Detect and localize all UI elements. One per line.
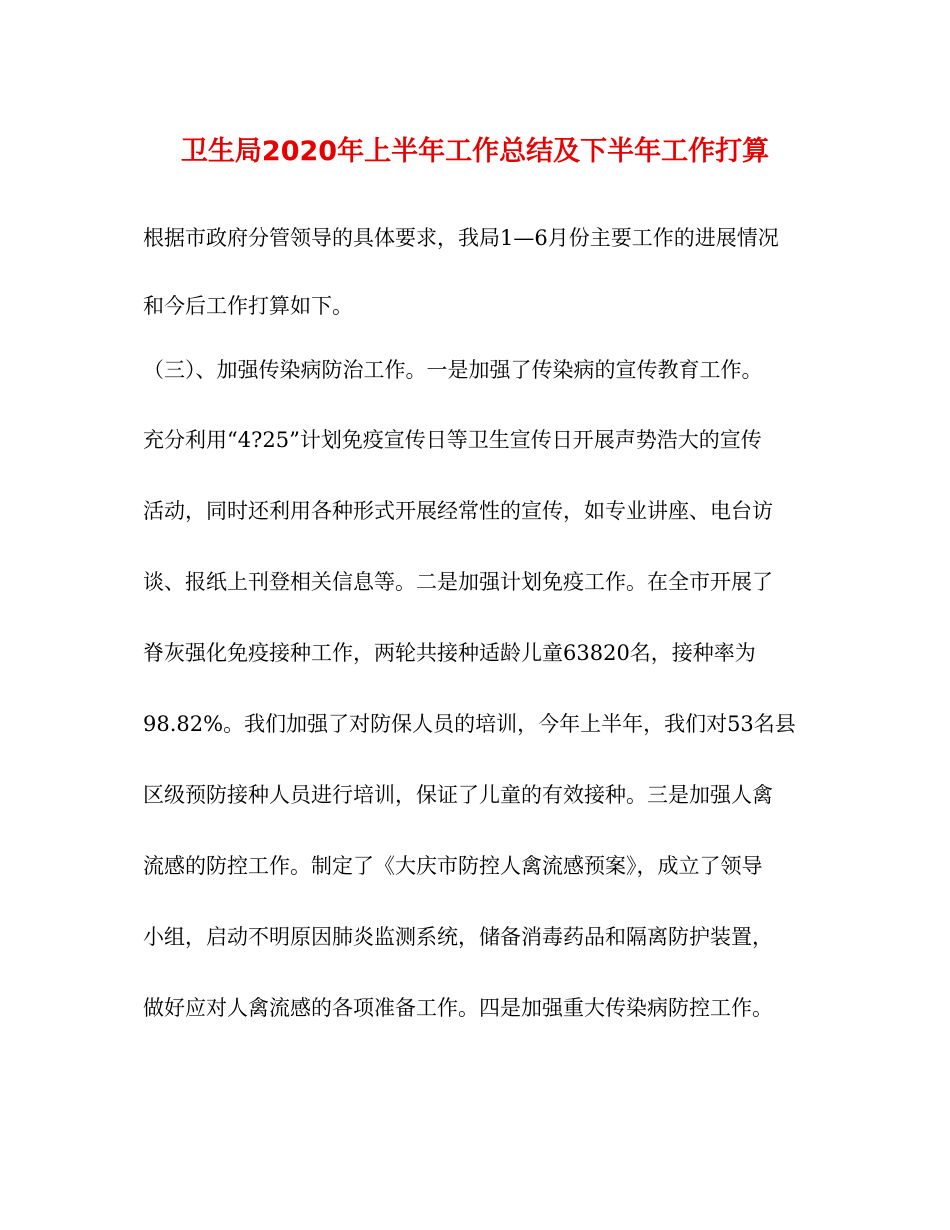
body-line-2: 和今后工作打算如下。 (143, 294, 353, 318)
body-line-9: 区级预防接种人员进行培训，保证了儿童的有效接种。三是加强人禽 (143, 783, 773, 807)
body-line-8: 98.82%。我们加强了对防保人员的培训，今年上半年，我们对53名县 (143, 712, 796, 736)
document-title: 卫生局2020年上半年工作总结及下半年工作打算 (180, 136, 770, 167)
body-line-7: 脊灰强化免疫接种工作，两轮共接种适龄儿童63820名，接种率为 (143, 641, 756, 665)
body-line-4: 充分利用“4?25”计划免疫宣传日等卫生宣传日开展声势浩大的宣传 (143, 428, 762, 452)
body-line-11: 小组，启动不明原因肺炎监测系统，储备消毒药品和隔离防护装置， (143, 925, 773, 949)
body-line-12: 做好应对人禽流感的各项准备工作。四是加强重大传染病防控工作。 (143, 996, 773, 1020)
body-line-3: （三）、加强传染病防治工作。一是加强了传染病的宣传教育工作。 (143, 358, 763, 382)
body-line-1: 根据市政府分管领导的具体要求，我局1—6月份主要工作的进展情况 (143, 226, 779, 250)
body-line-10: 流感的防控工作。制定了《大庆市防控人禽流感预案》，成立了领导 (143, 854, 763, 878)
body-line-6: 谈、报纸上刊登相关信息等。二是加强计划免疫工作。在全市开展了 (143, 570, 773, 594)
body-line-5: 活动，同时还利用各种形式开展经常性的宣传，如专业讲座、电台访 (143, 499, 773, 523)
